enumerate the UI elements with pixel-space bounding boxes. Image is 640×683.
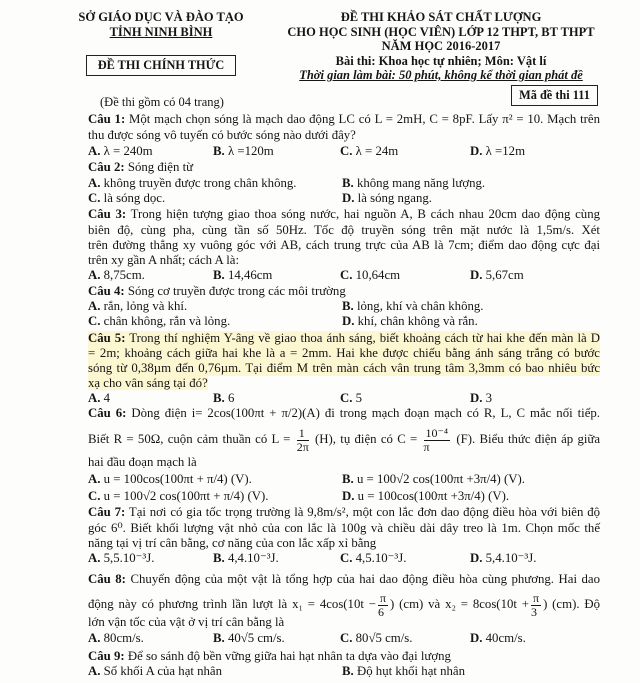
option-text: không truyền được trong chân không. [103, 176, 297, 190]
option-letter: B. [213, 144, 225, 158]
exam-duration-text: Thời gian làm bài: 50 phút, không kể thời gian phát đề [299, 68, 583, 82]
page-count-note: (Đề thi gồm có 04 trang) [100, 95, 224, 109]
option-a [88, 472, 252, 487]
exam-duration [265, 68, 617, 82]
question-label: Câu 4: [88, 284, 125, 298]
option-letter: D. [342, 191, 355, 205]
question-1-line-1 [88, 112, 600, 127]
question-label: Câu 8: [88, 572, 126, 586]
option-letter: D. [470, 144, 483, 158]
fraction-numerator: 1 [297, 427, 309, 441]
option-letter: A. [88, 176, 101, 190]
option-letter: A. [88, 472, 101, 486]
option-d [342, 191, 432, 206]
option-letter: A. [88, 299, 101, 313]
question-9-line-1 [88, 649, 600, 664]
option-letter: C. [88, 191, 101, 205]
option-c [88, 191, 165, 206]
question-text: Trong thí nghiệm Y-âng về giao thoa ánh sáng, biết khoảng cách từ hai khe đến màn là D [129, 331, 600, 345]
option-letter: C. [340, 268, 353, 282]
option-text: 6 [227, 391, 235, 405]
option-letter: C. [340, 551, 353, 565]
option-letter: C. [88, 489, 101, 503]
option-letter: A. [88, 664, 101, 678]
option-letter: C. [88, 314, 101, 328]
option-a [88, 391, 110, 406]
province-name [60, 25, 262, 39]
option-text: rắn, lỏng và khí. [103, 299, 188, 313]
question-1-options [88, 144, 600, 159]
question-3-line-4: trên xy gần A nhất; cách A là: [88, 253, 240, 267]
option-letter: A. [88, 144, 101, 158]
option-c [340, 391, 362, 406]
fraction-numerator: π [533, 590, 540, 605]
question-text: Trong hiện tượng giao thoa sóng nước, hai nguồn A, B cách nhau 20cm dao động cùng [130, 207, 601, 221]
option-letter: B. [213, 268, 225, 282]
option-d [470, 144, 525, 159]
option-text: 4,5.10⁻³J. [355, 551, 407, 565]
option-text: lỏng, khí và chân không. [356, 299, 484, 313]
option-text: u = 100√2 cos(100πt +3π/4) (V). [356, 472, 525, 486]
option-text: 10,64cm [355, 268, 401, 282]
option-text: 80√5 cm/s. [355, 631, 413, 645]
option-text: 8,75cm. [103, 268, 145, 282]
option-text: 5,67cm [485, 268, 524, 282]
question-4-options-row-2 [88, 314, 600, 329]
option-d [342, 489, 509, 504]
option-text: 5,4.10⁻³J. [485, 551, 537, 565]
question-3-line-1 [88, 207, 600, 222]
question-5-line-2: = 2m; khoảng cách giữa hai khe là a = 2mm. Hai khe được chiếu bằng ánh sáng trắng có bước [88, 346, 600, 360]
option-a [88, 176, 296, 191]
province-name-text: TỈNH NINH BÌNH [109, 25, 213, 39]
option-b [342, 176, 485, 191]
question-5-options [88, 391, 600, 406]
question-8-line-1 [88, 572, 600, 587]
option-text: không mang năng lượng. [356, 176, 486, 190]
question-label: Câu 9: [88, 649, 125, 663]
fraction-denominator: 3 [531, 604, 537, 619]
option-letter: B. [342, 299, 354, 313]
option-text: 40√5 cm/s. [227, 631, 285, 645]
exam-subject: Bài thi: Khoa học tự nhiên; Môn: Vật lí [335, 54, 547, 68]
question-3-line-2: biên độ, cùng pha, cùng tần số 50Hz. Tốc độ truyền sóng trên mặt nước là 1,5m/s. Xét [88, 223, 600, 237]
question-label: Câu 7: [88, 505, 126, 519]
option-letter: D. [470, 631, 483, 645]
fraction-numerator: 10⁻⁴ [425, 425, 449, 440]
question-4-options-row-1 [88, 299, 600, 314]
option-text: là sóng dọc. [103, 191, 166, 205]
option-text: 40cm/s. [485, 631, 526, 645]
question-7-options [88, 551, 600, 566]
question-5-line-4 [88, 376, 600, 391]
fraction-numerator: π [379, 590, 387, 605]
option-text: 80cm/s. [103, 631, 144, 645]
question-3-options [88, 268, 600, 283]
exam-code-box: Mã đề thi 111 [511, 85, 598, 106]
fraction-denominator: 6 [377, 604, 384, 619]
question-label: Câu 2: [88, 160, 125, 174]
option-text: 4 [103, 391, 111, 405]
question-1-line-2: thu được sóng vô tuyến có bước sóng nào dưới đây? [88, 128, 356, 142]
option-text: 3 [485, 391, 493, 405]
question-6-formula-line [88, 424, 600, 454]
formula-text: động này có phương trình lần lượt là x₁ = 4cos(10t − [88, 597, 376, 611]
formula-text: ) (cm). Độ [543, 597, 601, 611]
option-b [213, 144, 274, 159]
option-b [213, 551, 279, 566]
question-5-line-3: sóng từ 0,38µm đến 0,76µm. Tại điểm M trên màn cách vân trung tâm 3,3mm có bao nhiêu bức [88, 361, 600, 375]
question-6-line-3: hai đầu đoạn mạch là [88, 455, 197, 469]
question-2-options-row-2 [88, 191, 600, 206]
question-text: Sóng cơ truyền được trong các môi trường [127, 284, 346, 298]
option-letter: B. [213, 631, 225, 645]
option-text: chân không, rắn và lỏng. [103, 314, 231, 328]
option-text: λ =120m [227, 144, 274, 158]
option-a [88, 551, 154, 566]
inductance-fraction [297, 427, 309, 454]
option-text: 4,4.10⁻³J. [227, 551, 279, 565]
option-letter: D. [470, 391, 483, 405]
question-2-line-1 [88, 160, 600, 175]
option-text: λ =12m [485, 144, 526, 158]
question-7-line-2: góc 6⁰. Biết khối lượng vật nhỏ của con lắc là 100g và chiều dài dây treo là 1m. Chọn mốc thế [88, 521, 600, 535]
question-8-options [88, 631, 600, 646]
question-label: Câu 5: [88, 331, 126, 345]
question-9-options-row-1 [88, 664, 600, 679]
option-b [342, 664, 465, 679]
question-text: Dòng điện i= 2cos(100πt + π/2)(A) đi trong mạch đoạn mạch có R, L, C mắc nối tiếp. [131, 406, 600, 420]
option-letter: D. [342, 489, 355, 503]
question-7-line-3: năng tại vị trí cân bằng, cơ năng của con lắc xấp xỉ bằng [88, 536, 377, 550]
option-c [340, 631, 412, 646]
question-4-line-1 [88, 284, 600, 299]
option-text: u = 100cos(100πt +3π/4) (V). [357, 489, 510, 503]
option-letter: A. [88, 631, 101, 645]
option-b [213, 631, 285, 646]
option-letter: D. [342, 314, 355, 328]
question-6-options-row-2 [88, 489, 600, 504]
option-text: u = 100cos(100πt + π/4) (V). [103, 472, 252, 486]
option-letter: D. [470, 551, 483, 565]
option-a [88, 268, 145, 283]
question-2-options-row-1 [88, 176, 600, 191]
capacitance-fraction [424, 427, 451, 454]
option-c [88, 314, 230, 329]
option-text: u = 100√2 cos(100πt + π/4) (V). [103, 489, 269, 503]
option-d [342, 314, 478, 329]
option-d [470, 268, 524, 283]
question-label: Câu 3: [88, 207, 127, 221]
option-letter: C. [340, 631, 353, 645]
formula-text: ) (cm) và x₂ = 8cos(10t + [390, 597, 529, 611]
question-text: xạ cho vân sáng tại đó? [88, 376, 208, 390]
question-5-line-1 [88, 331, 600, 346]
question-6-options-row-1 [88, 472, 600, 487]
department-name: SỞ GIÁO DỤC VÀ ĐÀO TẠO [78, 10, 244, 24]
option-a [88, 144, 153, 159]
option-b [213, 268, 272, 283]
option-text: 5,5.10⁻³J. [103, 551, 155, 565]
question-label: Câu 1: [88, 112, 126, 126]
question-8-line-3: lớn vận tốc của vật ở vị trí cân bằng là [88, 615, 285, 629]
option-a [88, 631, 144, 646]
fraction-denominator: π [423, 439, 430, 454]
option-text: khí, chân không và rắn. [357, 314, 478, 328]
option-c [340, 268, 400, 283]
question-3-line-3: trên đường thẳng xy vuông góc với AB, cách trung trực của AB là 7cm; điểm dao động cực đại [88, 238, 600, 252]
option-letter: B. [213, 391, 225, 405]
option-text: Độ hụt khối hạt nhân [356, 664, 466, 678]
option-a [88, 299, 187, 314]
option-letter: B. [342, 176, 354, 190]
question-6-line-1 [88, 406, 600, 421]
option-c [88, 489, 268, 504]
option-letter: B. [342, 472, 354, 486]
option-text: 5 [355, 391, 363, 405]
formula-text: (F). Biểu thức điện áp giữa [456, 432, 601, 446]
school-year: NĂM HỌC 2016-2017 [381, 39, 501, 53]
option-letter: D. [470, 268, 483, 282]
formula-text: (H), tụ điện có C = [315, 432, 418, 446]
exam-title: ĐỀ THI KHẢO SÁT CHẤT LƯỢNG [340, 10, 542, 24]
option-text: là sóng ngang. [357, 191, 432, 205]
option-letter: C. [340, 391, 353, 405]
question-text: Để so sánh độ bền vững giữa hai hạt nhân ta dựa vào đại lượng [127, 649, 451, 663]
option-b [342, 299, 483, 314]
formula-text: Biết R = 50Ω, cuộn cảm thuần có L = [88, 432, 291, 446]
option-d [470, 631, 526, 646]
option-b [213, 391, 234, 406]
option-letter: A. [88, 391, 101, 405]
question-text: Chuyển động của một vật là tổng hợp của hai dao động điều hòa cùng phương. Hai dao [130, 572, 600, 586]
option-c [340, 551, 406, 566]
option-d [470, 391, 492, 406]
option-text: 14,46cm [227, 268, 273, 282]
fraction-denominator: 2π [296, 439, 309, 454]
official-exam-box: ĐỀ THI CHÍNH THỨC [86, 55, 236, 76]
option-letter: C. [340, 144, 353, 158]
option-a [88, 664, 222, 679]
option-b [342, 472, 525, 487]
question-text: Sóng điện từ [127, 160, 194, 174]
option-letter: A. [88, 551, 101, 565]
option-text: λ = 24m [355, 144, 399, 158]
option-text: λ = 240m [103, 144, 153, 158]
question-7-line-1 [88, 505, 600, 520]
question-text: Tại nơi có gia tốc trọng trường là 9,8m/s², một con lắc đơn dao động điều hòa với biên độ [128, 505, 601, 519]
option-letter: B. [213, 551, 225, 565]
question-label: Câu 6: [88, 406, 127, 420]
option-letter: A. [88, 268, 101, 282]
option-letter: B. [342, 664, 354, 678]
question-text: Một mạch chọn sóng là mạch dao động LC có L = 2mH, C = 8pF. Lấy π² = 10. Mạch trên [129, 112, 600, 126]
option-c [340, 144, 398, 159]
option-d [470, 551, 536, 566]
option-text: Số khối A của hạt nhân [103, 664, 223, 678]
exam-audience: CHO HỌC SINH (HỌC VIÊN) LỚP 12 THPT, BT THPT [287, 25, 595, 39]
